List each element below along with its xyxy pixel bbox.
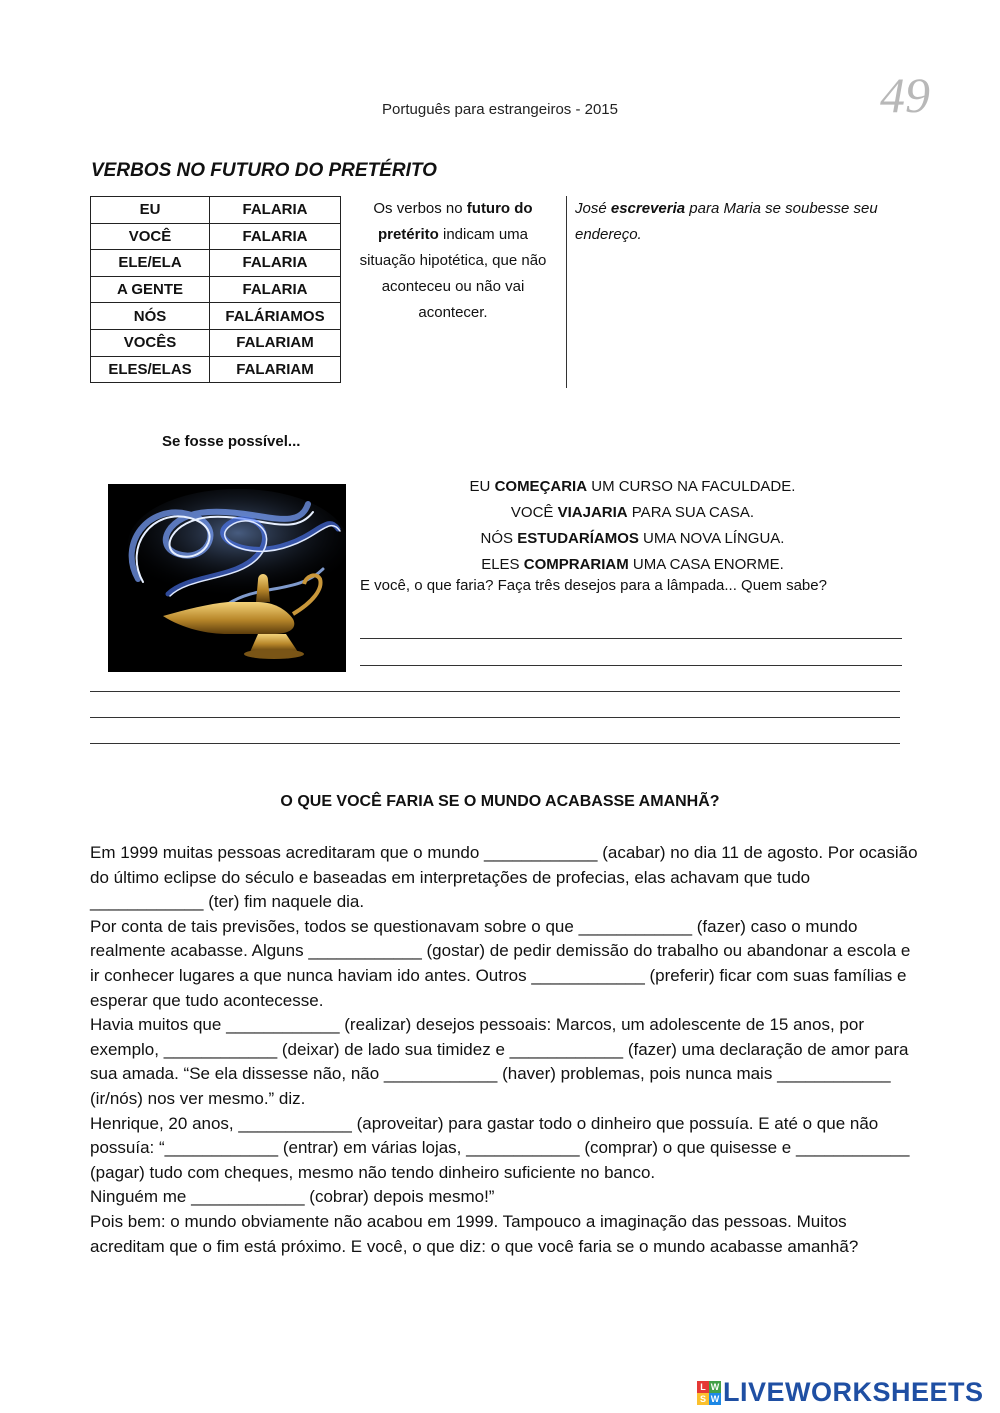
answer-line[interactable] (360, 638, 902, 639)
fill-blank[interactable]: ____________ (308, 941, 422, 961)
sentence-line: VOCÊ VIAJARIA PARA SUA CASA. (510, 504, 755, 521)
exercise-title: O QUE VOCÊ FARIA SE O MUNDO ACABASSE AMANHÃ? (280, 793, 720, 810)
liveworksheets-wordmark: LIVEWORKSHEETS (723, 1377, 984, 1407)
pronoun-cell: VOCÊ (91, 223, 210, 250)
conjugation-row (91, 329, 341, 356)
conjugation-row (91, 197, 341, 224)
fill-blank[interactable]: ____________ (466, 1138, 580, 1158)
fill-blank[interactable]: ____________ (238, 1113, 352, 1133)
conjugation-row (91, 356, 341, 383)
sentence-line: EU COMEÇARIA UM CURSO NA FACULDADE. (469, 478, 796, 495)
liveworksheets-logo-icon (697, 1381, 721, 1405)
verb-form-cell: FALARIA (210, 276, 341, 303)
explanation-text: Os verbos no futuro do pretérito indicam uma situação hipotética, que não aconteceu ou não vai acontecer. (359, 200, 547, 321)
fill-blank[interactable]: ____________ (484, 843, 598, 862)
story-paragraph: Pois bem: o mundo obviamente não acabou em 1999. Tampouco a imaginação das pessoas. Muitos acreditam que o fim está próximo. E você, o que diz: o que você faria se o mundo acabasse amanhã? (90, 1211, 859, 1256)
story-paragraph: Ninguém me ____________ (cobrar) depois mesmo!” (90, 1187, 495, 1207)
sentence-line: ELES COMPRARIAM UMA CASA ENORME. (481, 556, 784, 573)
verb-form-cell: FALÁRIAMOS (210, 303, 341, 330)
fill-blank[interactable]: ____________ (777, 1064, 891, 1084)
wish-question: E você, o que faria? Faça três desejos para a lâmpada... Quem sabe? (360, 577, 827, 594)
fill-blank[interactable]: ____________ (191, 1187, 305, 1207)
fill-blank[interactable]: ____________ (226, 1015, 340, 1035)
verb-form-cell: FALARIA (210, 197, 341, 224)
verb-form-cell: FALARIAM (210, 329, 341, 356)
lamp-sentences (360, 474, 905, 578)
conjugation-table (90, 196, 341, 383)
logo-tile: W (710, 1393, 720, 1404)
story-text (90, 841, 920, 1259)
answer-line[interactable] (90, 743, 900, 744)
sentence-line: NÓS ESTUDARÍAMOS UMA NOVA LÍNGUA. (480, 530, 785, 547)
conjugation-row (91, 250, 341, 277)
conjugation-row (91, 223, 341, 250)
example-sentence: José escreveria para Maria se soubesse seu endereço. (575, 200, 878, 243)
logo-tile: W (710, 1381, 720, 1392)
fill-blank[interactable]: ____________ (163, 1039, 278, 1059)
story-paragraph: Por conta de tais previsões, todos se questionavam sobre o que ____________ (fazer) caso o mundo realmente acabasse. Alguns ____________ (gostar) de pedir demissão do trabalho ou abandonar a escola e ir conhecer lugares a que nunca haviam ido antes. Outros ____________ (preferir) ficar com suas famílias e esperar que tudo acontecesse. (90, 916, 911, 1010)
verb-form-cell: FALARIA (210, 250, 341, 277)
pronoun-cell: ELE/ELA (91, 250, 210, 277)
header-text: Português para estrangeiros - 2015 (382, 101, 618, 118)
story-paragraph: Havia muitos que ____________ (realizar) desejos pessoais: Marcos, um adolescente de 15 anos, por exemplo, ____________ (deixar) de lado sua timidez e ____________ (fazer) uma declaração de amor para sua amada. “Se ela dissesse não, não ____________ (haver) problemas, pois nunca mais ____________ (ir/nós) nos ver mesmo.” diz. (90, 1015, 909, 1108)
story-paragraph: Em 1999 muitas pessoas acreditaram que o mundo ____________ (acabar) no dia 11 de agosto. Por ocasião do último eclipse do século e baseadas em interpretações de profecias, elas achavam que tudo ____________ (ter) fim naquele dia. (90, 843, 918, 912)
column-divider (566, 196, 567, 388)
subheading: Se fosse possível... (162, 433, 301, 450)
pronoun-cell: NÓS (91, 303, 210, 330)
verb-form-cell: FALARIA (210, 223, 341, 250)
answer-line[interactable] (360, 665, 902, 666)
fill-blank[interactable]: ____________ (578, 916, 693, 936)
fill-blank[interactable]: ____________ (531, 965, 645, 985)
pronoun-cell: A GENTE (91, 276, 210, 303)
pronoun-cell: VOCÊS (91, 329, 210, 356)
liveworksheets-logo[interactable] (697, 1377, 984, 1408)
fill-blank[interactable]: ____________ (164, 1138, 279, 1158)
conjugation-row (91, 303, 341, 330)
fill-blank[interactable]: ____________ (509, 1039, 624, 1059)
magic-lamp-image (108, 484, 346, 672)
logo-tile: L (697, 1381, 709, 1393)
answer-line[interactable] (90, 691, 900, 692)
pronoun-cell: EU (91, 197, 210, 224)
fill-blank[interactable]: ____________ (90, 892, 204, 912)
page-number: 49 (880, 67, 930, 123)
logo-tile: S (697, 1393, 709, 1405)
pronoun-cell: ELES/ELAS (91, 356, 210, 383)
conjugation-row (91, 276, 341, 303)
fill-blank[interactable]: ____________ (383, 1064, 498, 1084)
answer-line[interactable] (90, 717, 900, 718)
story-paragraph: Henrique, 20 anos, ____________ (aproveitar) para gastar todo o dinheiro que possuía. E até o que não possuía: “____________ (entrar) em várias lojas, ____________ (comprar) o que quisesse e ____________ (pagar) tudo com cheques, mesmo não tendo dinheiro suficiente no banco. (90, 1113, 910, 1182)
verb-form-cell: FALARIAM (210, 356, 341, 383)
section-title: VERBOS NO FUTURO DO PRETÉRITO (91, 160, 437, 181)
fill-blank[interactable]: ____________ (795, 1138, 910, 1158)
